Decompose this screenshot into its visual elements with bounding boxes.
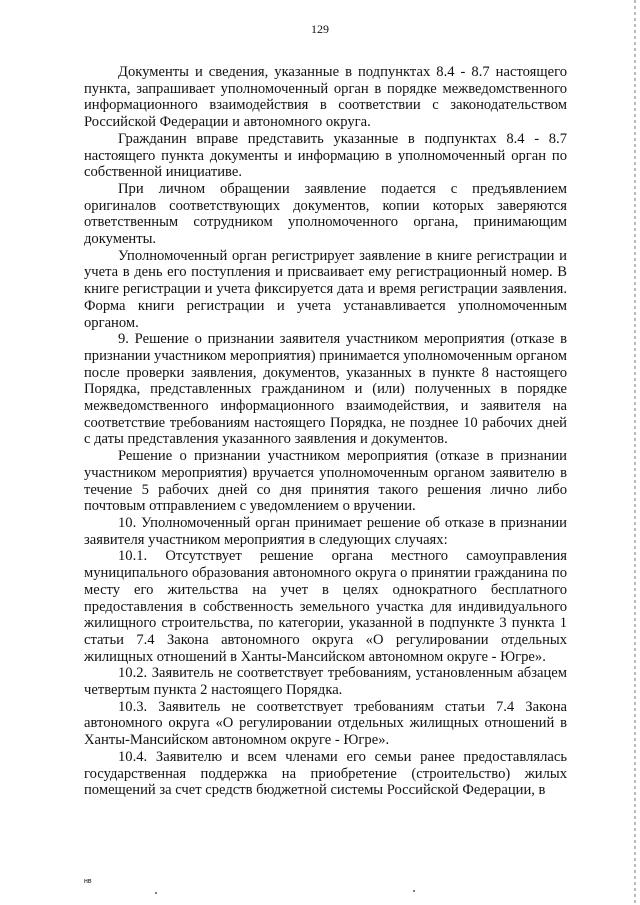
scan-speck [413,890,415,892]
paragraph: При личном обращении заявление подается с предъявлением оригиналов соответствующих документов, копии которых заверяются ответственным сотрудником уполномоченного органа, принимающим документы. [84,180,567,248]
paragraph: Гражданин вправе представить указанные в подпунктах 8.4 - 8.7 настоящего пункта документы и информацию в уполномоченный орган по собственной инициативе. [84,130,567,181]
paragraph: Решение о признании участником мероприятия (отказе в признании участником мероприятия) вручается уполномоченным органом заявителю в течение 5 рабочих дней со дня принятия такого решения лично либо почтовым отправлением с уведомлением о вручении. [84,448,567,515]
footer-mark: нв [84,878,92,885]
paragraph: 10.1. Отсутствует решение органа местного самоуправления муниципального образования автономного округа о принятии гражданина по месту его жительства на учет в целях однократного бесплатного предоставления в собственность земельного участка для индивидуального жилищного строительства, по категории, указанной в подпункте 3 пункта 1 статьи 7.4 Закона автономного округа «О регулировании отдельных жилищных отношений в Ханты-Мансийском автономном округе - Югре». [84,548,567,665]
paragraph: Уполномоченный орган регистрирует заявление в книге регистрации и учета в день его поступления и присваивает ему регистрационный номер. В книге регистрации и учета фиксируется дата и время регистрации заявления. Форма книги регистрации и учета устанавливается уполномоченным органом. [84,247,567,331]
paragraph: 10.2. Заявитель не соответствует требованиям, установленным абзацем четвертым пункта 2 настоящего Порядка. [84,665,567,699]
page-edge [634,0,636,905]
paragraph: Документы и сведения, указанные в подпунктах 8.4 - 8.7 настоящего пункта, запрашивает уполномоченный орган в порядке межведомственного информационного взаимодействия в соответствии с законодательством Российской Федерации и автономного округа. [84,64,567,131]
page-number: 129 [311,22,329,36]
paragraph: 10. Уполномоченный орган принимает решение об отказе в признании заявителя участником мероприятия в следующих случаях: [84,514,567,548]
paragraph: 10.4. Заявителю и всем членами его семьи ранее предоставлялась государственная поддержка на приобретение (строительство) жилых помещений за счет средств бюджетной системы Российской Федерации, в [84,748,567,799]
paragraph: 10.3. Заявитель не соответствует требованиям статьи 7.4 Закона автономного округа «О регулировании отдельных жилищных отношений в Ханты-Мансийском автономном округе - Югре». [84,698,567,749]
document-body [84,64,567,799]
paragraph: 9. Решение о признании заявителя участником мероприятия (отказе в признании участником мероприятия) принимается уполномоченным органом после проверки заявления, документов, указанных в пункте 8 настоящего Порядка, представленных гражданином и (или) полученных в порядке межведомственного информационного взаимодействия, и заявителя на соответствие требованиям настоящего Порядка, не позднее 10 рабочих дней с даты представления указанного заявления и документов. [84,331,567,448]
scan-speck [155,892,157,894]
